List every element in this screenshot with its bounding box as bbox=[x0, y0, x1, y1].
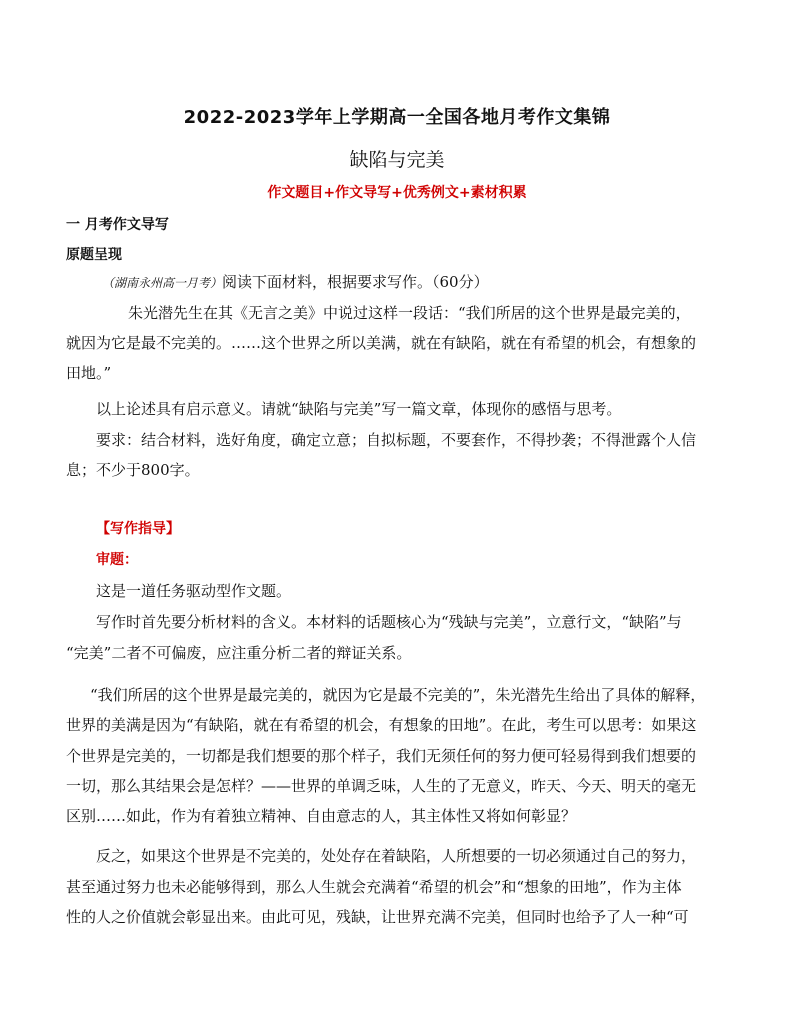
guide-sub-heading: 审题： bbox=[96, 552, 138, 568]
guide-p3-line-2: 世界的美满是因为“有缺陷，就在有希望的机会，有想象的田地”。在此，考生可以思考：如果这 bbox=[66, 716, 697, 734]
quote-line-1: 朱光潜先生在其《无言之美》中说过这样一段话：“我们所居的这个世界是最完美的， bbox=[128, 304, 691, 322]
red-subtitle: 作文题目+作文导写+优秀例文+素材积累 bbox=[267, 185, 527, 201]
guide-p4-line-2: 甚至通过努力也未必能够得到，那么人生就会充满着“希望的机会”和“想象的田地”，作为主体 bbox=[66, 878, 682, 896]
guide-p3-line-5: 区别……如此，作为有着独立精神、自由意志的人，其主体性又将如何彰显？ bbox=[66, 807, 577, 825]
guide-p2-line-2: “完美”二者不可偏废，应注重分析二者的辩证关系。 bbox=[66, 644, 412, 662]
requirements-line-2: 息；不少于800字。 bbox=[66, 461, 200, 479]
task-text: 以上论述具有启示意义。请就“缺陷与完美”写一篇文章，体现你的感悟与思考。 bbox=[96, 400, 622, 418]
prompt-intro-rest: 阅读下面材料，根据要求写作。（60分） bbox=[222, 273, 489, 291]
requirements-line-1: 要求：结合材料，选好角度，确定立意；自拟标题，不要套作，不得抄袭；不得泄露个人信 bbox=[96, 431, 697, 449]
prompt-intro bbox=[102, 272, 489, 293]
prompt-source: （湖南永州高一月考） bbox=[102, 276, 223, 290]
guide-p4-line-1: 反之，如果这个世界是不完美的，处处存在着缺陷，人所想要的一切必须通过自己的努力， bbox=[96, 847, 697, 865]
quote-line-3: 田地。” bbox=[66, 364, 112, 382]
page-subtitle: 缺陷与完美 bbox=[349, 149, 445, 171]
section-heading: 一 月考作文导写 bbox=[66, 217, 169, 233]
guide-p2-line-1: 写作时首先要分析材料的含义。本材料的话题核心为“残缺与完美”，立意行文，“缺陷”与 bbox=[96, 613, 682, 631]
page-title: 2022-2023学年上学期高一全国各地月考作文集锦 bbox=[183, 107, 611, 128]
quote-line-2: 就因为它是最不完美的。……这个世界之所以美满，就在有缺陷，就在有希望的机会，有想象的 bbox=[66, 334, 697, 352]
guide-p1: 这是一道任务驱动型作文题。 bbox=[96, 582, 292, 600]
guide-p4-line-3: 性的人之价值就会彰显出来。由此可见，残缺，让世界充满不完美，但同时也给予了人一种“可 bbox=[66, 908, 689, 926]
guide-heading: 【写作指导】 bbox=[96, 521, 180, 537]
guide-p3-line-4: 一切，那么其结果会是怎样？——世界的单调乏味，人生的了无意义，昨天、今天、明天的毫无 bbox=[66, 777, 697, 795]
guide-p3-line-1: “我们所居的这个世界是最完美的，就因为它是最不完美的”，朱光潜先生给出了具体的解释， bbox=[90, 686, 706, 704]
guide-p3-line-3: 个世界是完美的，一切都是我们想要的那个样子，我们无须任何的努力便可轻易得到我们想要的 bbox=[66, 747, 697, 765]
subheading-original-question: 原题呈现 bbox=[66, 247, 122, 263]
